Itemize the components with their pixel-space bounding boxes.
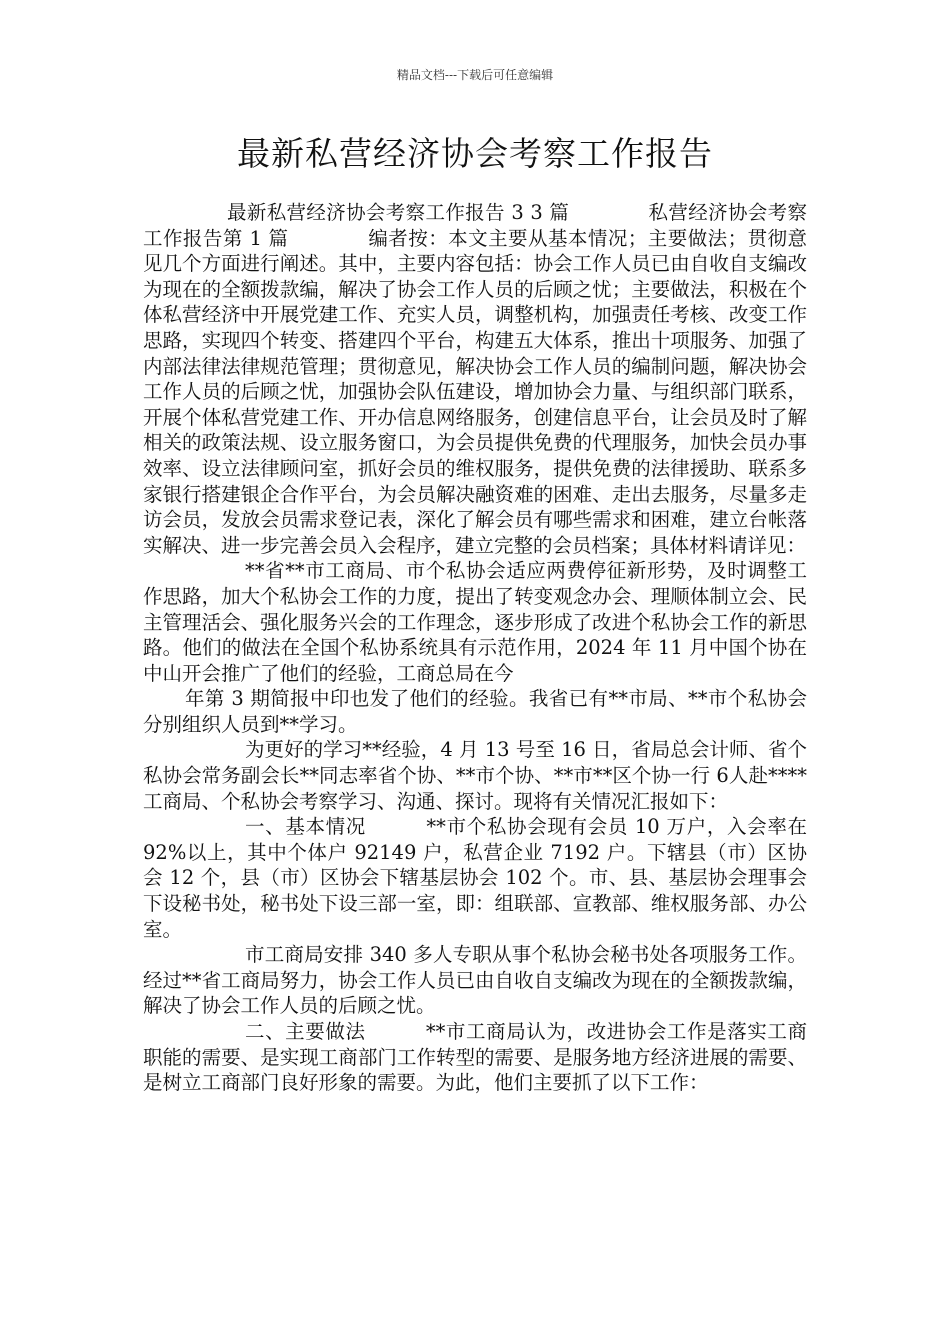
paragraph-main-practices: 二、主要做法 **市工商局认为，改进协会工作是落实工商职能的需要、是实现工商部门工作转型的需要、是服务地方经济进展的需要、是树立工商部门良好形象的需要。为此，他们主要抓了以下工作： (143, 1020, 807, 1095)
paragraph-basic-situation: 一、基本情况 **市个私协会现有会员 10 万户，入会率在 92%以上，其中个体户 92149 户，私营企业 7192 户。下辖县（市）区协会 12 个，县（市）区协会下辖基层协会 102 个。市、县、基层协会理事会下设秘书处，秘书处下设三部一室，即：组联部、宣教部、维权服务部、办公室。 (143, 815, 807, 941)
paragraph-continuation: 年第 3 期简报中印也发了他们的经验。我省已有**市局、**市个私协会分别组织人员到**学习。 (143, 687, 807, 736)
paragraph-staffing: 市工商局安排 340 多人专职从事个私协会秘书处各项服务工作。经过**省工商局努力，协会工作人员已由自收自支编改为现在的全额拨款编，解决了协会工作人员的后顾之忧。 (143, 943, 807, 1018)
paragraph-intro: 最新私营经济协会考察工作报告 3 3 篇 私营经济协会考察工作报告第 1 篇 编者按：本文主要从基本情况；主要做法；贯彻意见几个方面进行阐述。其中，主要内容包括：协会工作人员已由自收自支编改为现在的全额拨款编，解决了协会工作人员的后顾之忧；主要做法，积极在个体私营经济中开展党建工作、充实人员，调整机构，加强责任考核、改变工作思路，实现四个转变、搭建四个平台，构建五大体系，推出十项服务、加强了内部法律法律规范管理；贯彻意见，解决协会工作人员的编制问题，解决协会工作人员的后顾之忧，加强协会队伍建设，增加协会力量、与组织部门联系，开展个体私营党建工作、开办信息网络服务，创建信息平台，让会员及时了解相关的政策法规、设立服务窗口，为会员提供免费的代理服务，加快会员办事效率、设立法律顾问室，抓好会员的维权服务，提供免费的法律援助、联系多家银行搭建银企合作平台，为会员解决融资难的困难、走出去服务，尽量多走访会员，发放会员需求登记表，深化了解会员有哪些需求和困难，建立台帐落实解决、进一步完善会员入会程序，建立完整的会员档案；具体材料请详见： (143, 201, 807, 557)
paragraph-background: **省**市工商局、市个私协会适应两费停征新形势，及时调整工作思路，加大个私协会工作的力度，提出了转变观念办会、理顺体制立会、民主管理活会、强化服务兴会的工作理念，逐步形成了改进个私协会工作的新思路。他们的做法在全国个私协系统具有示范作用，2024 年 11 月中国个协在中山开会推广了他们的经验，工商总局在今 (143, 559, 807, 685)
document-title: 最新私营经济协会考察工作报告 (237, 134, 713, 173)
paragraph-visit: 为更好的学习**经验，4 月 13 号至 16 日，省局总会计师、省个私协会常务副会长**同志率省个协、**市个协、**市**区个协一行 6人赴****工商局、个私协会考察学习、沟通、探讨。现将有关情况汇报如下： (143, 738, 807, 813)
document-body (143, 200, 807, 1096)
header-note: 精品文档---下载后可任意编辑 (396, 68, 554, 82)
